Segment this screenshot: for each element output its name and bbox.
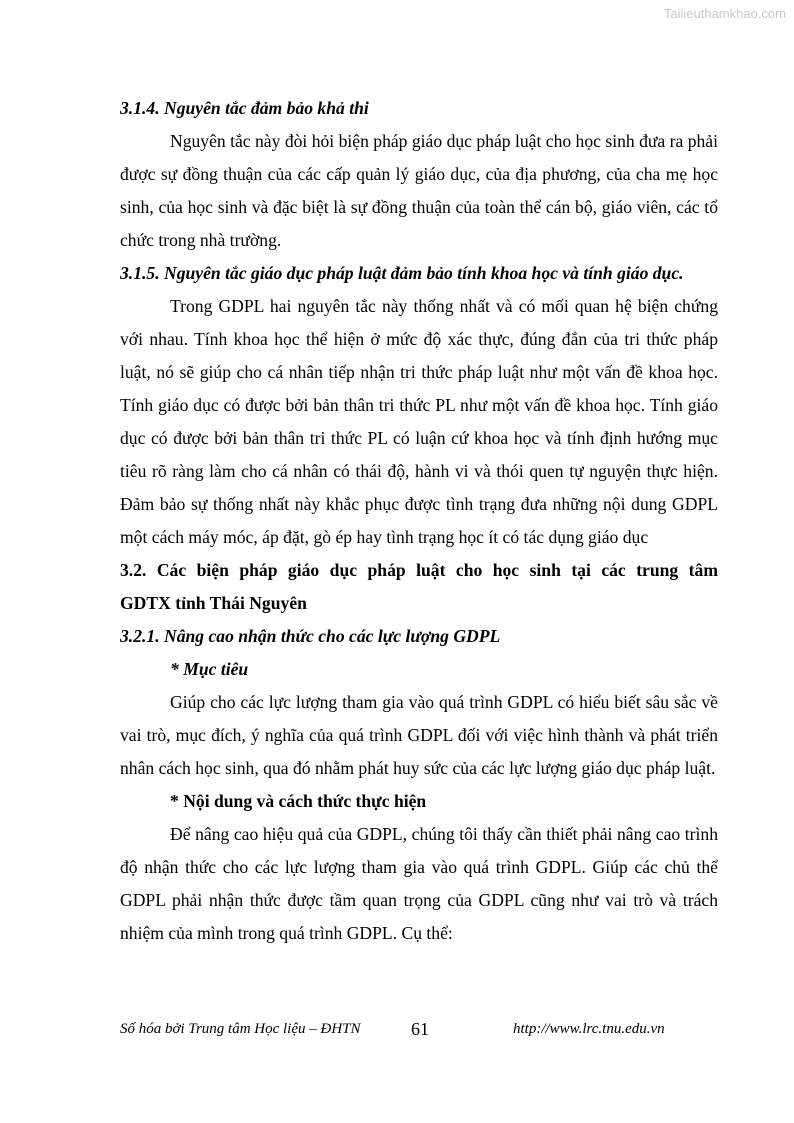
paragraph-3-1-4: Nguyên tắc này đòi hỏi biện pháp giáo dục pháp luật cho học sinh đưa ra phải được sự đồng thuận của các cấp quản lý giáo dục, của địa phương, của cha mẹ học sinh, của học sinh và đặc biệt là sự đồng thuận của toàn thể cán bộ, giáo viên, các tổ chức trong nhà trường. bbox=[120, 131, 718, 250]
paragraph-3-1-5: Trong GDPL hai nguyên tắc này thống nhất và có mối quan hệ biện chứng với nhau. Tính khoa học thể hiện ở mức độ xác thực, đúng đắn của tri thức pháp luật, nó sẽ giúp cho cá nhân tiếp nhận tri thức pháp luật như một vấn đề khoa học. Tính giáo dục có được bởi bản thân tri thức PL như một vấn đề khoa học. Tính giáo dục có được bởi bản thân tri thức PL có luận cứ khoa học và tính định hướng mục tiêu rõ ràng làm cho cá nhân có thái độ, hành vi và thói quen tự nguyện thực hiện. Đảm bảo sự thống nhất này khắc phục được tình trạng đưa những nội dung GDPL một cách máy móc, áp đặt, gò ép hay tình trạng học ít có tác dụng giáo dục bbox=[120, 296, 718, 547]
section-heading-3-2-line1: 3.2. Các biện pháp giáo dục pháp luật cho học sinh tại các trung tâm bbox=[120, 560, 718, 580]
page-number: 61 bbox=[411, 1019, 429, 1039]
section-heading-3-2-1: 3.2.1. Nâng cao nhận thức cho các lực lượng GDPL bbox=[120, 626, 501, 646]
footer-source: Số hóa bởi Trung tâm Học liệu – ĐHTN bbox=[120, 1021, 361, 1037]
section-heading-3-2-line2: GDTX tỉnh Thái Nguyên bbox=[120, 593, 307, 613]
section-heading-3-1-5: 3.1.5. Nguyên tắc giáo dục pháp luật đảm bảo tính khoa học và tính giáo dục. bbox=[120, 263, 684, 283]
subheading-muc-tieu: * Mục tiêu bbox=[170, 659, 249, 679]
paragraph-noi-dung: Để nâng cao hiệu quả của GDPL, chúng tôi thấy cần thiết phải nâng cao trình độ nhận thức cho các lực lượng tham gia vào quá trình GDPL. Giúp các chủ thể GDPL phải nhận thức được tầm quan trọng của GDPL cũng như vai trò và trách nhiệm của mình trong quá trình GDPL. Cụ thể: bbox=[120, 824, 718, 943]
page-footer bbox=[120, 1021, 720, 1045]
page-content bbox=[120, 92, 718, 950]
paragraph-muc-tieu: Giúp cho các lực lượng tham gia vào quá trình GDPL có hiểu biết sâu sắc về vai trò, mục đích, ý nghĩa của quá trình GDPL đối với việc hình thành và phát triển nhân cách học sinh, qua đó nhằm phát huy sức của các lực lượng giáo dục pháp luật. bbox=[120, 692, 718, 778]
subheading-noi-dung: * Nội dung và cách thức thực hiện bbox=[170, 791, 427, 811]
footer-url: http://www.lrc.tnu.edu.vn bbox=[513, 1021, 665, 1037]
watermark: Tailieuthamkhao.com bbox=[663, 6, 786, 21]
section-heading-3-1-4: 3.1.4. Nguyên tắc đảm bảo khả thi bbox=[120, 98, 369, 118]
